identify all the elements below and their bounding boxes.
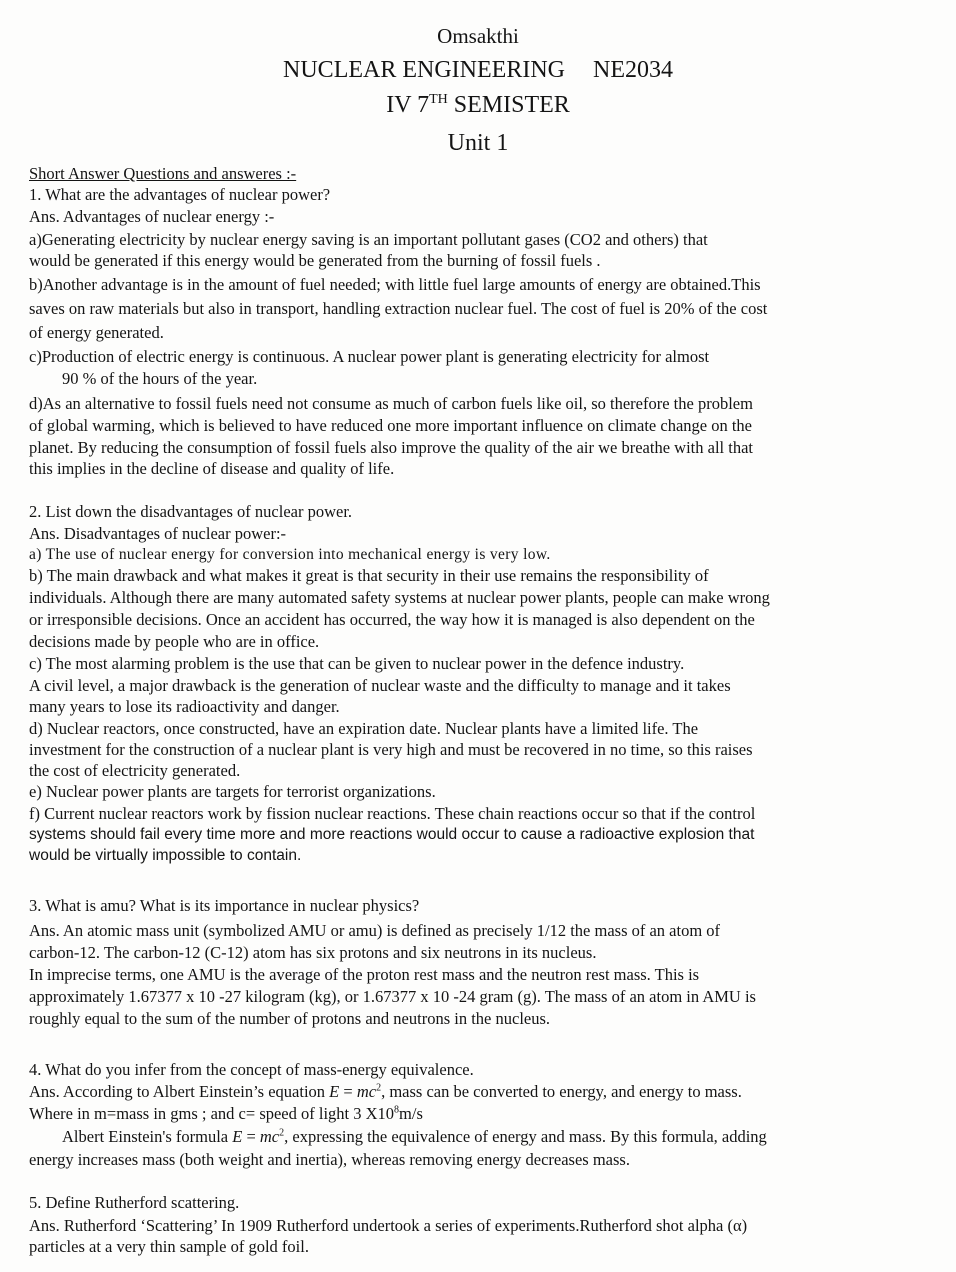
q2-text-line: or irresponsible decisions. Once an accident has occurred, the way how it is managed is also dependent on the (29, 610, 755, 629)
q1-text-line: a)Generating electricity by nuclear energy saving is an important pollutant gases (CO2 and others) that (29, 230, 708, 249)
q1-answer-heading: Ans. Advantages of nuclear energy :- (29, 207, 275, 226)
q2-text-line: the cost of electricity generated. (29, 761, 241, 780)
q4-text-span: Albert Einstein's formula (62, 1127, 233, 1146)
q4-text-line (29, 1082, 742, 1102)
q1-text-line: c)Production of electric energy is continuous. A nuclear power plant is generating electricity for almost (29, 347, 710, 366)
q3-text-line: carbon-12. The carbon-12 (C-12) atom has six protons and six neutrons in its nucleus. (29, 943, 597, 962)
q1-text-line: d)As an alternative to fossil fuels need not consume as much of carbon fuels like oil, so therefore the problem (29, 394, 753, 413)
q2-text-line: f) Current nuclear reactors work by fission nuclear reactions. These chain reactions occur so that if the control (29, 804, 756, 823)
header-unit: Unit 1 (447, 130, 509, 156)
q5-text-line: particles at a very thin sample of gold foil. (29, 1237, 309, 1256)
q1-question: 1. What are the advantages of nuclear power? (29, 185, 331, 204)
q3-text-line: In imprecise terms, one AMU is the average of the proton rest mass and the neutron rest mass. This is (29, 965, 700, 984)
q4-text-span: , expressing the equivalence of energy and mass. By this formula, adding (284, 1127, 767, 1146)
q2-text-line: a) The use of nuclear energy for conversion into mechanical energy is very low. (29, 546, 551, 563)
equation-equals: = (339, 1082, 357, 1101)
q2-text-line: systems should fail every time more and more reactions would occur to cause a radioactive explosion that (29, 826, 755, 843)
q2-text-line: b) The main drawback and what makes it great is that security in their use remains the responsibility of (29, 566, 709, 585)
q2-text-line: A civil level, a major drawback is the generation of nuclear waste and the difficulty to manage and it takes (29, 676, 731, 695)
semester-superscript: TH (429, 92, 448, 107)
q2-text-line: individuals. Although there are many automated safety systems at nuclear power plants, people can make wrong (29, 588, 770, 607)
q2-answer-heading: Ans. Disadvantages of nuclear power:- (29, 524, 287, 543)
q5-text-line: Ans. Rutherford ‘Scattering’ In 1909 Rutherford undertook a series of experiments.Rutherford shot alpha (α) (29, 1216, 748, 1235)
q2-text-line: investment for the construction of a nuclear plant is very high and must be recovered in no time, so this raises (29, 740, 753, 759)
equation-exponent: 2 (376, 1082, 382, 1094)
header-subject (0, 57, 956, 84)
header-semester (0, 92, 956, 119)
subject-code: NE2034 (592, 57, 673, 83)
q1-text-line: of global warming, which is believed to have reduced one more important influence on climate change on the (29, 416, 753, 435)
q2-text-line: decisions made by people who are in office. (29, 632, 320, 651)
equation-mc: mc (356, 1082, 377, 1101)
q4-text-line (29, 1104, 423, 1124)
q1-text-line: 90 % of the hours of the year. (62, 369, 258, 388)
semester-label: SEMISTER (447, 92, 570, 118)
q3-question: 3. What is amu? What is its importance in nuclear physics? (29, 896, 420, 915)
semester-prefix: IV 7 (386, 92, 430, 118)
section-title: Short Answer Questions and answeres :- (29, 164, 297, 183)
q1-text-line: b)Another advantage is in the amount of fuel needed; with little fuel large amounts of energy are obtained.This (29, 275, 761, 294)
q2-text-line: many years to lose its radioactivity and danger. (29, 697, 340, 716)
equation-mc: mc (259, 1127, 280, 1146)
q4-text-span: , mass can be converted to energy, and energy to mass. (381, 1082, 742, 1101)
speed-exponent: 8 (394, 1104, 400, 1116)
q4-text-line: energy increases mass (both weight and inertia), whereas removing energy decreases mass. (29, 1150, 630, 1169)
q4-question: 4. What do you infer from the concept of mass-energy equivalence. (29, 1060, 474, 1079)
equation-e: E (329, 1082, 340, 1101)
q1-text-line: would be generated if this energy would be generated from the burning of fossil fuels . (29, 251, 601, 270)
q4-text-span: m/s (399, 1104, 423, 1123)
q1-text-line: planet. By reducing the consumption of fossil fuels also improve the quality of the air we breathe with all that (29, 438, 753, 457)
q1-text-line: of energy generated. (29, 323, 164, 342)
equation-e: E (232, 1127, 243, 1146)
q1-text-line: saves on raw materials but also in transport, handling extraction nuclear fuel. The cost of fuel is 20% of the cost (29, 299, 768, 318)
q2-text-line: e) Nuclear power plants are targets for terrorist organizations. (29, 782, 436, 801)
q2-question: 2. List down the disadvantages of nuclear power. (29, 502, 353, 521)
q4-text-line (62, 1127, 767, 1147)
q2-text-line: d) Nuclear reactors, once constructed, have an expiration date. Nuclear plants have a limited life. The (29, 719, 699, 738)
q4-text-span: Where in m=mass in gms ; and c= speed of light 3 X10 (29, 1104, 395, 1123)
q3-text-line: roughly equal to the sum of the number of protons and neutrons in the nucleus. (29, 1009, 551, 1028)
header-omsakthi: Omsakthi (437, 24, 519, 48)
q5-question: 5. Define Rutherford scattering. (29, 1193, 240, 1212)
q3-text-line: Ans. An atomic mass unit (symbolized AMU or amu) is defined as precisely 1/12 the mass of an atom of (29, 921, 721, 940)
q2-text-line: would be virtually impossible to contain. (29, 847, 302, 864)
q4-text-span: Ans. According to Albert Einstein’s equation (29, 1082, 330, 1101)
q2-text-line: c) The most alarming problem is the use that can be given to nuclear power in the defence industry. (29, 654, 685, 673)
q3-text-line: approximately 1.67377 x 10 -27 kilogram (kg), or 1.67377 x 10 -24 gram (g). The mass of an atom in AMU is (29, 987, 756, 1006)
q1-text-line: this implies in the decline of disease and quality of life. (29, 459, 395, 478)
equation-equals: = (242, 1127, 260, 1146)
subject-name: NUCLEAR ENGINEERING (283, 57, 565, 83)
equation-exponent: 2 (279, 1127, 285, 1139)
